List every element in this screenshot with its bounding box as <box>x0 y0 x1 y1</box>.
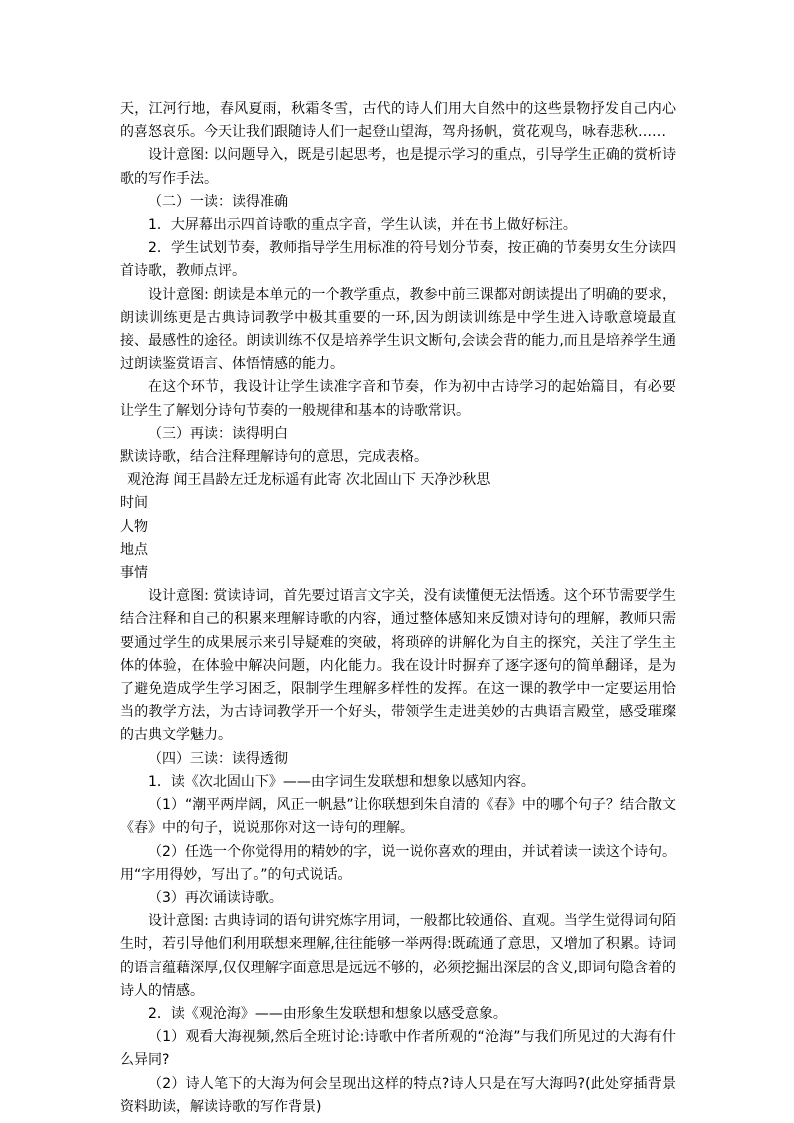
table-row-person: 人物 <box>120 518 148 535</box>
paragraph-question-2: （2）任选一个你觉得用的精妙的字，说一说你喜欢的理由，并试着读一读这个诗句。用“字用得妙，写出了。”的句式说话。 <box>120 843 676 883</box>
section-heading-2: （二）一读：读得准确 <box>148 193 288 210</box>
paragraph-step-2: 2．学生试划节奏，教师指导学生用标准的符号划分节奏，按正确的节奏男女生分读四首诗歌，教师点评。 <box>120 240 676 280</box>
paragraph-design-intent-1: 设计意图: 以问题导入，既是引起思考，也是提示学习的重点，引导学生正确的赏析诗歌的写作手法。 <box>120 147 676 187</box>
table-row-place: 地点 <box>120 541 148 558</box>
paragraph-question-3: （3）再次诵读诗歌。 <box>148 889 283 906</box>
table-row-event: 事情 <box>120 565 148 582</box>
paragraph-question-4: （1）观看大海视频,然后全班讨论:诗歌中作者所观的“沧海”与我们所见过的大海有什么异同? <box>120 1029 676 1069</box>
paragraph-instruction: 默读诗歌，结合注释理解诗句的意思，完成表格。 <box>120 449 428 466</box>
table-row-time: 时间 <box>120 495 148 512</box>
table-header-row: 观沧海 闻王昌龄左迁龙标遥有此寄 次北固山下 天净沙秋思 <box>127 472 491 489</box>
section-heading-4: （四）三读：读得透彻 <box>148 750 288 767</box>
paragraph-intro-continued: 天，江河行地，春风夏雨，秋霜冬雪，古代的诗人们用大自然中的这些景物抒发自己内心的喜怒哀乐。今天让我们跟随诗人们一起登山望海，驾舟扬帆，赏花观鸟，咏春悲秋…… <box>120 101 676 141</box>
paragraph-question-5: （2）诗人笔下的大海为何会呈现出这样的特点?诗人只是在写大海吗?(此处穿插背景资料助读，解读诗歌的写作背景) <box>120 1075 676 1115</box>
paragraph-design-intent-2: 设计意图: 朗读是本单元的一个教学重点，教参中前三课都对朗读提出了明确的要求，朗读训练更是古典诗词教学中极其重要的一环,因为朗读训练是中学生进入诗歌意境最直接、最感性的途径。朗读训练不仅是培养学生识文断句,会读会背的能力,而且是培养学生通过朗读鉴赏语言、体悟情感的能力。 <box>120 286 676 373</box>
paragraph-read-poem-1: 1．读《次北固山下》——由字词生发联想和想象以感知内容。 <box>148 773 535 790</box>
paragraph-section-note: 在这个环节，我设计让学生读准字音和节奏，作为初中古诗学习的起始篇目，有必要让学生了解划分诗句节奏的一般规律和基本的诗歌常识。 <box>120 379 676 419</box>
document-body <box>120 98 676 1119</box>
paragraph-question-1: （1）“潮平两岸阔，风正一帆悬”让你联想到朱自清的《春》中的哪个句子？结合散文《春》中的句子，说说那你对这一诗句的理解。 <box>120 797 676 837</box>
paragraph-step-1: 1．大屏幕出示四首诗歌的重点字音，学生认读，并在书上做好标注。 <box>148 217 577 234</box>
paragraph-design-intent-3: 设计意图: 赏读诗词，首先要过语言文字关，没有读懂便无法悟透。这个环节需要学生结合注释和自己的积累来理解诗歌的内容，通过整体感知来反馈对诗句的理解，教师只需要通过学生的成果展示来引导疑难的突破，将琐碎的讲解化为自主的探究，关注了学生主体的体验，在体验中解决问题，内化能力。我在设计时摒弃了逐字逐句的简单翻译，是为了避免造成学生学习困乏，限制学生理解多样性的发挥。在这一课的教学中一定要运用恰当的教学方法，为古诗词教学开一个好头，带领学生走进美妙的古典语言殿堂，感受璀璨的古典文学魅力。 <box>120 588 676 744</box>
section-heading-3: （三）再读：读得明白 <box>148 425 288 442</box>
paragraph-read-poem-2: 2．读《观沧海》——由形象生发联想和想象以感受意象。 <box>148 1005 507 1022</box>
paragraph-design-intent-4: 设计意图: 古典诗词的语句讲究炼字用词，一般都比较通俗、直观。当学生觉得词句陌生时，若引导他们利用联想来理解,往往能够一举两得:既疏通了意思，又增加了积累。诗词的语言蕴藉深厚,仅仅理解字面意思是远远不够的，必须挖掘出深层的含义,即词句隐含着的诗人的情感。 <box>120 913 676 999</box>
